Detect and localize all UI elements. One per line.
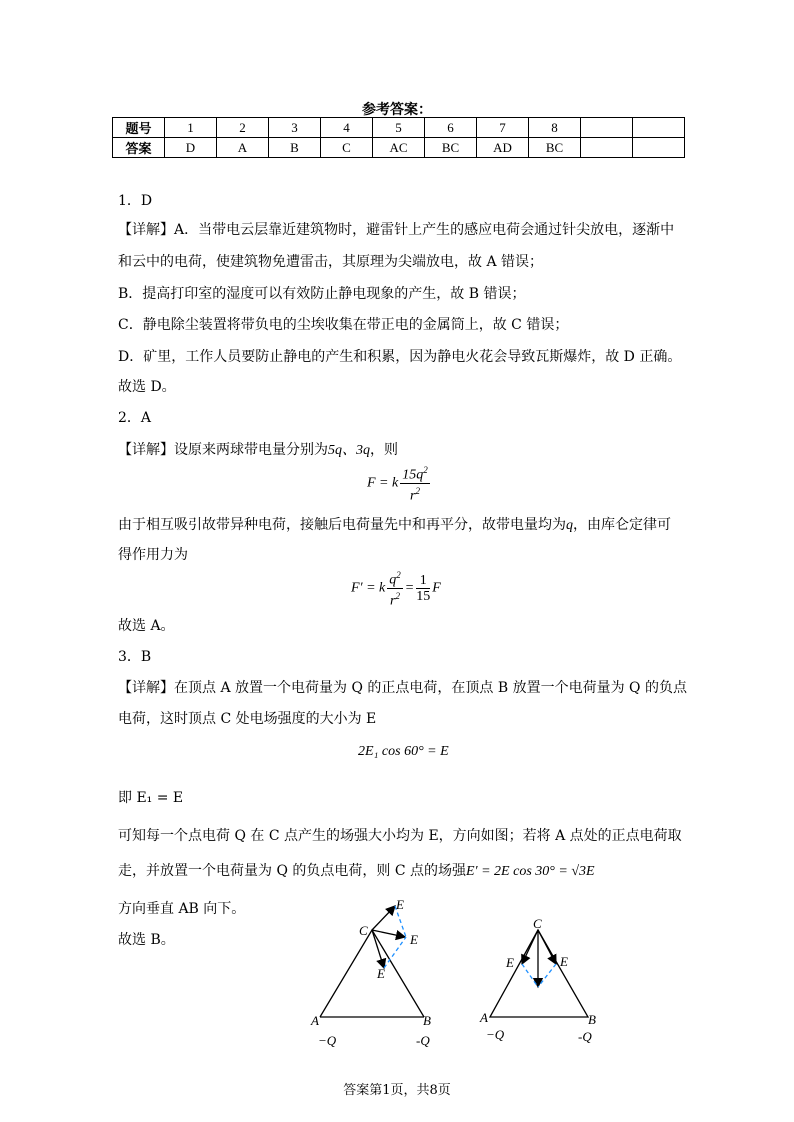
table-cell: A bbox=[217, 138, 269, 158]
q1-heading: 1．D bbox=[118, 193, 153, 209]
dashed-parallelogram bbox=[538, 964, 556, 987]
label-E: E bbox=[506, 955, 514, 970]
eq-lhs: F = k bbox=[367, 475, 399, 491]
q1-line: 【详解】A．当带电云层靠近建筑物时，避雷针上产生的感应电荷会通过针尖放电，逐渐中 bbox=[118, 222, 675, 238]
label-B: B bbox=[588, 1012, 596, 1027]
q2-text: ，由库仑定律可 bbox=[573, 517, 671, 533]
table-cell: 1 bbox=[165, 118, 217, 138]
eq-fraction: $\frac{15q^2}{r^2}$ bbox=[402, 465, 428, 504]
answer-table bbox=[112, 117, 685, 158]
table-cell: 3 bbox=[269, 118, 321, 138]
q3-line: 【详解】在顶点 A 放置一个电荷量为 Q 的正点电荷，在顶点 B 放置一个电荷量为 Q 的负点 bbox=[118, 680, 687, 696]
q1-line: D．矿里，工作人员要防止静电的产生和积累，因为静电火花会导致瓦斯爆炸，故 D 正确。 bbox=[118, 349, 682, 365]
q2-text: ，则 bbox=[370, 442, 398, 458]
label-A: A bbox=[480, 1010, 488, 1025]
charge-label: -Q bbox=[416, 1033, 430, 1048]
table-row-numbers bbox=[113, 118, 685, 138]
table-cell: 7 bbox=[477, 118, 529, 138]
table-cell: BC bbox=[529, 138, 581, 158]
q2-line: 得作用力为 bbox=[118, 547, 188, 563]
eq-numerator: 15q bbox=[402, 467, 424, 483]
table-cell: 4 bbox=[321, 118, 373, 138]
q2-line: 故选 A。 bbox=[118, 618, 175, 634]
label-E: E bbox=[377, 966, 385, 981]
dashed-parallelogram bbox=[384, 937, 406, 968]
eq-denominator: r bbox=[390, 593, 396, 609]
table-cell: 6 bbox=[425, 118, 477, 138]
eq-fraction: $\frac{q^2}{r^2}$ bbox=[389, 570, 401, 609]
eq-numerator: 1 bbox=[416, 573, 430, 589]
charge-label: -Q bbox=[578, 1029, 592, 1044]
q1-line: 和云中的电荷，使建筑物免遭雷击，其原理为尖端放电，故 A 错误； bbox=[118, 254, 544, 270]
table-cell: AC bbox=[373, 138, 425, 158]
field-vector-down bbox=[372, 930, 384, 968]
q3-line: 方向垂直 AB 向下。 bbox=[118, 901, 246, 917]
eq-denominator: r bbox=[409, 488, 416, 504]
page-footer: 答案第1页，共8页 bbox=[343, 1083, 451, 1098]
q3-line: 即 E₁ = E bbox=[118, 790, 184, 806]
triangle bbox=[490, 930, 588, 1017]
label-A: A bbox=[311, 1013, 319, 1028]
q2-math: q bbox=[566, 518, 573, 533]
q2-equation-1 bbox=[367, 463, 432, 503]
field-diagram-left bbox=[300, 892, 450, 1052]
label-E: E bbox=[396, 897, 404, 912]
table-cell: D bbox=[165, 138, 217, 158]
q3-math: E′ = 2E cos 30° = √3E bbox=[466, 864, 595, 879]
table-cell bbox=[581, 118, 633, 138]
table-cell bbox=[633, 118, 685, 138]
table-cell: 5 bbox=[373, 118, 425, 138]
q2-line bbox=[118, 514, 671, 534]
q2-text: 由于相互吸引故带异种电荷，接触后电荷量先中和再平分，故带电量均为 bbox=[118, 517, 566, 533]
q2-equation-2 bbox=[351, 568, 441, 608]
table-cell bbox=[633, 138, 685, 158]
q1-line: 故选 D。 bbox=[118, 379, 176, 395]
triangle-sides bbox=[320, 930, 424, 1017]
field-vector-top bbox=[372, 906, 395, 930]
dashed-parallelogram bbox=[522, 964, 538, 987]
eq-equals: = bbox=[404, 580, 415, 596]
table-cell: BC bbox=[425, 138, 477, 158]
eq-denominator: 15 bbox=[416, 588, 431, 604]
field-vector-resultant bbox=[372, 930, 405, 937]
field-diagram-right bbox=[470, 912, 620, 1052]
eq-lhs: F′ = k bbox=[351, 580, 386, 596]
q3-line bbox=[118, 860, 595, 880]
table-cell: C bbox=[321, 138, 373, 158]
table-row-answers bbox=[113, 138, 685, 158]
q2-line bbox=[118, 439, 398, 459]
label-E: E bbox=[410, 932, 418, 947]
q3-line: 可知每一个点电荷 Q 在 C 点产生的场强大小均为 E，方向如图；若将 A 点处的正点电荷取 bbox=[118, 828, 682, 844]
q3-line: 故选 B。 bbox=[118, 932, 175, 948]
q3-heading: 3．B bbox=[118, 649, 152, 665]
row-label: 答案 bbox=[113, 138, 165, 158]
q2-text: 【详解】设原来两球带电量分别为 bbox=[118, 442, 328, 458]
q1-line: B．提高打印室的湿度可以有效防止静电现象的产生，故 B 错误； bbox=[118, 286, 526, 302]
label-C: C bbox=[533, 916, 542, 931]
eq-numerator: q bbox=[389, 572, 397, 588]
table-cell: B bbox=[269, 138, 321, 158]
eq-rhs: F bbox=[432, 580, 441, 596]
label-C: C bbox=[359, 923, 368, 938]
label-E: E bbox=[560, 954, 568, 969]
row-label: 题号 bbox=[113, 118, 165, 138]
field-vector-right bbox=[538, 930, 556, 964]
charge-label: −Q bbox=[318, 1033, 337, 1048]
table-cell: 2 bbox=[217, 118, 269, 138]
field-vector-left bbox=[522, 930, 538, 964]
q2-heading: 2．A bbox=[118, 410, 152, 426]
table-cell: 8 bbox=[529, 118, 581, 138]
table-cell bbox=[581, 138, 633, 158]
page-title: 参考答案： bbox=[362, 102, 432, 118]
q3-line: 电荷，这时顶点 C 处电场强度的大小为 E bbox=[118, 711, 377, 727]
charge-label: −Q bbox=[486, 1027, 505, 1042]
table-cell: AD bbox=[477, 138, 529, 158]
q2-math: 5q、3q bbox=[328, 443, 370, 458]
q1-line: C．静电除尘装置将带负电的尘埃收集在带正电的金属筒上，故 C 错误； bbox=[118, 317, 569, 333]
q3-equation-1: 2E₁ cos 60° = E bbox=[358, 744, 449, 759]
label-B: B bbox=[423, 1013, 431, 1028]
q3-text: 走，并放置一个电荷量为 Q 的负点电荷，则 C 点的场强 bbox=[118, 863, 466, 879]
eq-fraction bbox=[416, 573, 430, 604]
